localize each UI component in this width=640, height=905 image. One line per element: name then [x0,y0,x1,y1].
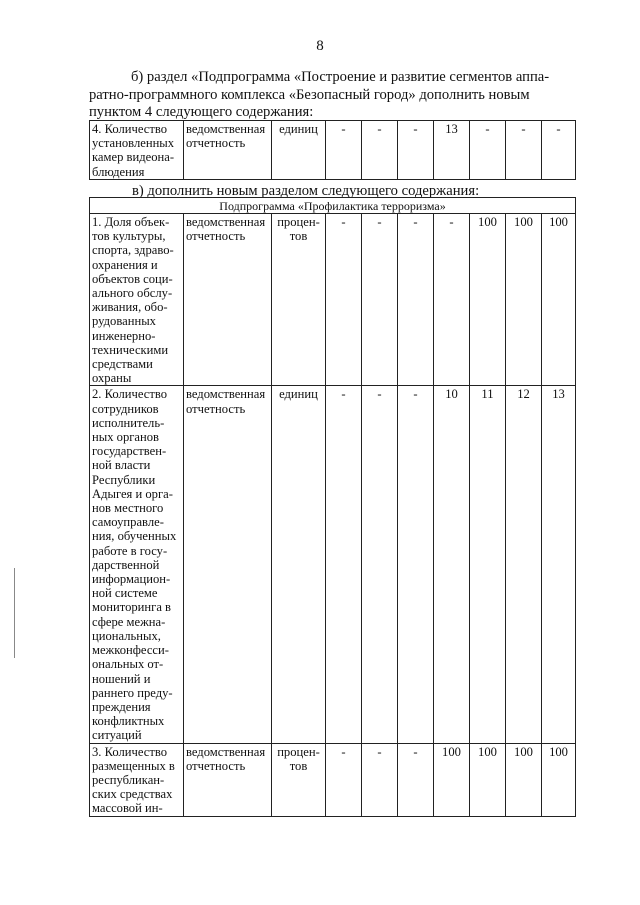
indicator-name-line: циональных, [92,628,161,643]
indicator-name-line: камер видеона- [92,150,175,165]
paragraph-b [89,69,575,122]
indicator-name-line: раннего преду- [92,685,173,700]
value-cell: - [326,743,362,816]
indicator-name-line: тов культуры, [92,229,166,244]
indicator-name-line: информацион- [92,572,171,587]
unit-cell [272,386,326,743]
indicator-name-line: работе в госу- [92,543,168,558]
page-number: 8 [316,38,324,54]
value-cell: 100 [506,214,542,386]
value-cell: - [398,743,434,816]
value-cell: 100 [542,214,576,386]
indicator-name-line: дарственной [92,557,160,572]
indicator-name-line: сфере межна- [92,614,166,629]
indicator-name-line: рудованных [92,314,156,329]
source-cell [184,743,272,816]
indicator-name-line: ских средствах [92,787,173,802]
value-cell: 100 [470,743,506,816]
indicator-name-line: самоуправле- [92,515,164,530]
indicator-name-line: Адыгея и орга- [92,486,173,501]
indicator-name-line: ального обслу- [92,286,173,301]
indicator-name-line: нов местного [92,501,164,516]
value-cell: - [362,121,398,180]
indicator-name-line: живания, обо- [92,300,168,315]
indicator-name-cell [90,214,184,386]
indicator-name-line: ной системе [92,586,158,601]
subprogram-title: Подпрограмма «Профилактика терроризма» [90,198,576,214]
indicator-name-line: объектов соци- [92,271,173,286]
indicator-name-line: спорта, здраво- [92,243,174,258]
value-cell: 100 [470,214,506,386]
indicator-name-cell [90,121,184,180]
value-cell: 11 [470,386,506,743]
indicator-name-cell [90,743,184,816]
value-cell: - [506,121,542,180]
indicator-name-line: 4. Количество [92,122,168,136]
value-cell: 100 [542,743,576,816]
value-cell: 13 [542,386,576,743]
source-line: отчетность [186,401,246,416]
indicator-name-line: конфликтных [92,714,165,729]
indicator-name-line: размещенных в [92,758,175,773]
value-cell: 12 [506,386,542,743]
indicator-name-line: преждения [92,699,151,714]
indicator-name-line: 3. Количество [92,744,168,759]
indicator-name-line: исполнитель- [92,415,165,430]
table-row [90,121,576,180]
subprogram-title-row [90,198,576,214]
unit-line: единиц [279,387,318,402]
value-cell: - [326,386,362,743]
value-cell: 100 [506,743,542,816]
value-cell: - [398,121,434,180]
indicator-name-line: охранения и [92,257,158,272]
source-line: отчетность [186,136,246,151]
source-line: отчетность [186,229,246,244]
source-line: ведомственная [186,215,266,229]
indicator-name-line: ния, обученных [92,529,177,544]
indicator-name-line: межконфесси- [92,643,169,658]
paragraph-b-line-3: пунктом 4 следующего содержания: [89,104,314,120]
indicator-name-line: ситуаций [92,728,142,743]
unit-line: тов [289,229,308,244]
value-cell: 100 [434,743,470,816]
indicator-name-line: техническими [92,342,169,357]
table-row [90,743,576,816]
value-cell: - [398,386,434,743]
table-segment-point-4 [89,120,576,180]
indicator-name-line: массовой ин- [92,801,163,816]
indicator-name-line: ной власти [92,458,151,473]
value-cell: - [542,121,576,180]
indicator-name-line: установленных [92,136,175,151]
table-terrorism-prevention [89,197,576,817]
value-cell: - [326,214,362,386]
indicator-name-line: ношений и [92,671,151,686]
unit-cell [272,743,326,816]
paragraph-v: в) дополнить новым разделом следующего содержания: [132,183,480,199]
value-cell: - [326,121,362,180]
unit-line: процен- [277,215,320,229]
source-cell [184,214,272,386]
indicator-name-line: Республики [92,472,156,487]
unit-line: процен- [277,744,320,759]
paragraph-b-line-2: ратно-программного комплекса «Безопасный город» дополнить новым [89,86,530,103]
unit-line: тов [289,758,308,773]
paragraph-b-line-1: б) раздел «Подпрограмма «Построение и развитие сегментов аппа- [131,69,550,85]
source-line: отчетность [186,758,246,773]
value-cell: 10 [434,386,470,743]
value-cell: 13 [434,121,470,180]
source-cell [184,386,272,743]
value-cell: - [398,214,434,386]
indicator-name-line: средствами [92,357,153,372]
indicator-name-line: охраны [92,371,132,386]
source-line: ведомственная [186,122,266,136]
source-line: ведомственная [186,387,266,402]
value-cell: - [362,214,398,386]
value-cell: - [470,121,506,180]
source-cell [184,121,272,180]
unit-cell [272,214,326,386]
indicator-name-line: республикан- [92,772,165,787]
indicator-name-line: инженерно- [92,328,156,343]
indicator-name-line: ных органов [92,430,159,445]
indicator-name-line: государствен- [92,444,167,459]
indicator-name-line: 2. Количество [92,387,168,402]
table-row [90,386,576,743]
scan-edge-mark [14,568,15,658]
indicator-name-line: ональных от- [92,657,164,672]
source-line: ведомственная [186,744,266,759]
indicator-name-line: сотрудников [92,401,159,416]
indicator-name-cell [90,386,184,743]
unit-cell: единиц [272,121,326,180]
value-cell: - [362,386,398,743]
value-cell: - [434,214,470,386]
table-row [90,214,576,386]
value-cell: - [362,743,398,816]
indicator-name-line: мониторинга в [92,600,172,615]
indicator-name-line: 1. Доля объек- [92,215,170,229]
indicator-name-line: блюдения [92,164,145,179]
